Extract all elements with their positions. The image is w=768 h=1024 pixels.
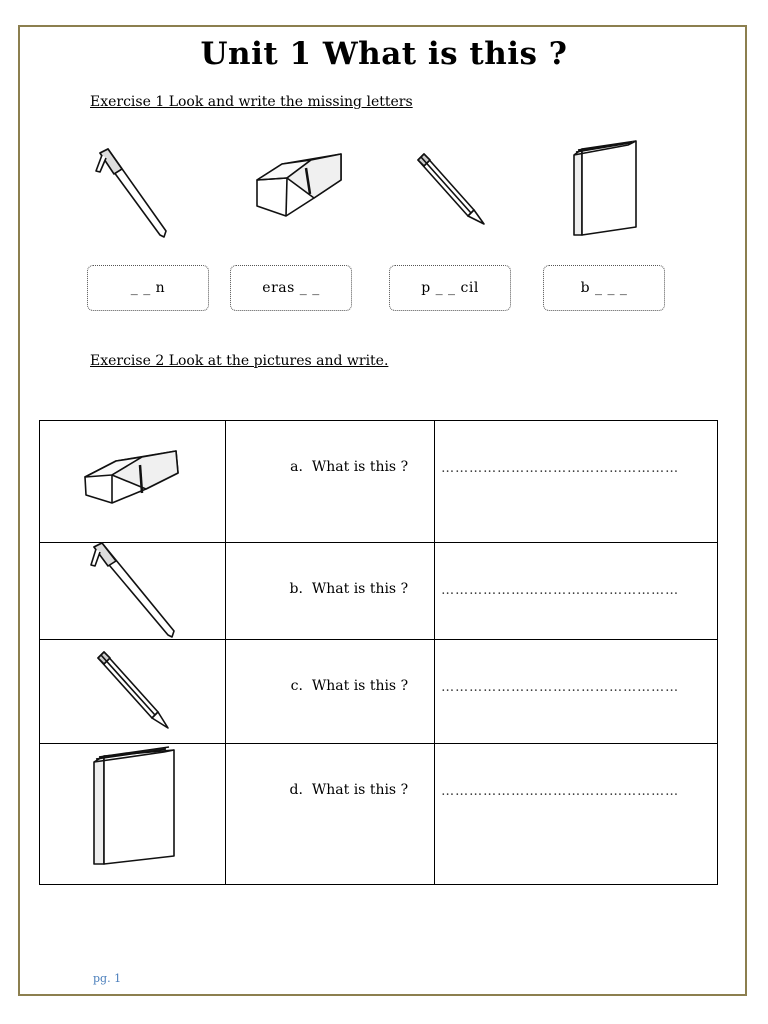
picture-cell [40, 421, 226, 543]
eraser-icon [252, 142, 347, 222]
word-book: b _ _ _ [580, 280, 628, 296]
table-row [40, 543, 718, 640]
word-box-pencil[interactable] [389, 265, 511, 311]
exercise1-heading: Exercise 1 Look and write the missing letters [90, 94, 413, 110]
question-text: What is this ? [311, 459, 409, 475]
question-cell [226, 640, 435, 744]
page-number: pg. 1 [93, 972, 122, 985]
answer-line[interactable]: …………………………………………… [441, 583, 680, 598]
word-box-eraser[interactable] [230, 265, 352, 311]
book-icon [570, 135, 642, 239]
page-title: Unit 1 What is this ? [200, 36, 568, 72]
exercise2-table [39, 420, 718, 885]
answer-cell[interactable] [435, 744, 718, 885]
word-pencil: p _ _ cil [421, 280, 479, 296]
table-row [40, 640, 718, 744]
answer-cell[interactable] [435, 421, 718, 543]
question-text: What is this ? [311, 782, 409, 798]
pencil-icon [92, 648, 172, 730]
word-box-book[interactable] [543, 265, 665, 311]
word-box-pen[interactable] [87, 265, 209, 311]
pencil-icon [412, 150, 492, 228]
pen-icon [94, 145, 174, 240]
picture-cell [40, 744, 226, 885]
table-row [40, 421, 718, 543]
question-letter: c. [290, 678, 303, 694]
answer-line[interactable]: …………………………………………… [441, 680, 680, 695]
question-letter: d. [289, 782, 303, 798]
pen-icon [88, 541, 178, 639]
word-pen: _ _ n [130, 280, 166, 296]
question-cell [226, 421, 435, 543]
question-letter: b. [289, 581, 303, 597]
picture-cell [40, 543, 226, 640]
word-eraser: eras _ _ [262, 280, 320, 296]
table-row [40, 744, 718, 885]
question-text: What is this ? [311, 678, 409, 694]
question-letter: a. [290, 459, 303, 475]
book-icon [90, 742, 180, 868]
eraser-icon [80, 437, 180, 507]
answer-line[interactable]: …………………………………………… [441, 461, 680, 476]
answer-line[interactable]: …………………………………………… [441, 784, 680, 799]
question-text: What is this ? [311, 581, 409, 597]
answer-cell[interactable] [435, 543, 718, 640]
exercise2-heading: Exercise 2 Look at the pictures and write. [90, 353, 389, 369]
question-cell [226, 744, 435, 885]
answer-cell[interactable] [435, 640, 718, 744]
question-cell [226, 543, 435, 640]
picture-cell [40, 640, 226, 744]
